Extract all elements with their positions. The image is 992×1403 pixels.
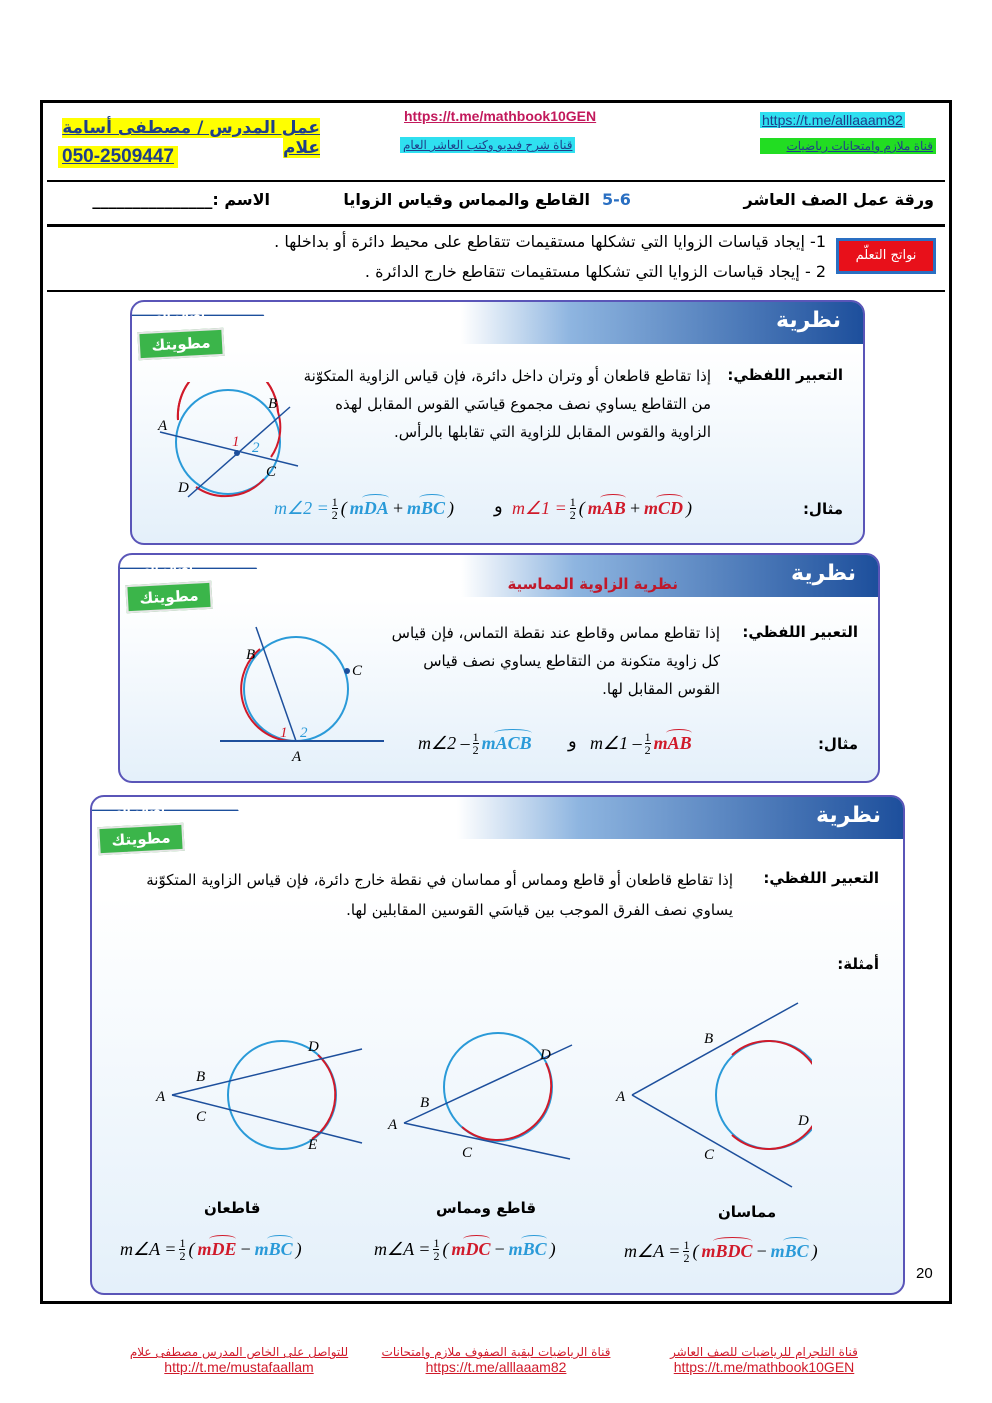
footer-link[interactable]: http://t.me/mustafaallam — [164, 1359, 314, 1375]
learning-outcomes-label: نواتج التعلّم — [836, 238, 936, 274]
secant-tangent-diagram — [386, 1027, 586, 1167]
point-label: A — [388, 1117, 398, 1133]
formula-two-tangents: m∠A = $\frac{1}{2}$ ( mBDC − mBC ) — [624, 1238, 818, 1265]
foldable-badge: مطويتك — [137, 328, 224, 360]
point-label: C — [352, 663, 363, 679]
formula-angle-2: m∠2 – 1 2 mACB — [418, 730, 532, 757]
angle-label: 1 — [232, 434, 240, 450]
formula-angle-1: m∠1 = $\frac{1}{2}$ ( mAB + mCD ) — [512, 495, 692, 522]
verbal-label: التعبير اللفظي: — [742, 623, 858, 641]
worksheet-title: ورقة عمل الصف العاشر — [743, 190, 934, 209]
point-label: D — [798, 1113, 809, 1129]
name-field[interactable]: الاسم :_______________ — [92, 190, 270, 209]
point-label: C — [196, 1109, 207, 1125]
divider — [47, 180, 945, 182]
divider — [47, 224, 945, 227]
teacher-name: عمل المدرس / مصطفى أسامة علام — [62, 118, 320, 158]
point-label: A — [158, 418, 168, 434]
objective-1: 1- إيجاد قياسات الزوايا التي تشكلها مستقيمات تتقاطع على محيط دائرة أو بداخلها . — [274, 232, 826, 251]
formula-angle-1: m∠1 – 1 2 mAB — [590, 730, 692, 757]
verbal-label: التعبير اللفظي: — [727, 366, 843, 384]
theorem-subtitle: نظرية الزاوية المماسية — [507, 575, 678, 593]
theorem-box-1 — [130, 300, 865, 545]
link-alllaaam[interactable]: https://t.me/alllaaam82 — [762, 112, 903, 128]
theorem-title: نظرية — [816, 803, 881, 828]
footer-desc: قناة الرياضيات لبقية الصفوف ملازم وامتحانات — [381, 1345, 611, 1359]
point-label: D — [178, 480, 189, 496]
case-name: مماسان — [718, 1203, 777, 1221]
point-label: A — [292, 749, 302, 765]
lesson-title: القاطع والمماس وقياس الزوايا — [343, 190, 590, 209]
add-to-label: أضف إلى — [138, 561, 193, 575]
link-alllaaam-desc[interactable]: قناة ملازم وامتحانات رياضيات — [760, 138, 936, 154]
verbal-label: التعبير اللفظي: — [763, 869, 879, 887]
connector-and: و — [568, 731, 577, 751]
case-name: قاطعان — [204, 1199, 261, 1217]
two-secants-diagram — [152, 1027, 372, 1167]
verbal-text: إذا تقاطع قاطعان أو قاطع ومماس أو مماسان في نقطة خارج دائرة، فإن قياس الزاوية المتكوّنة يساوي نصف الفرق الموجب بين قياسَي القوسين المقابلين لها. — [146, 871, 733, 919]
formula-angle-2: m∠2 = $\frac{1}{2}$ ( mDA + mBC ) — [274, 495, 454, 522]
two-tangents-diagram — [612, 997, 812, 1197]
footer-channel-10[interactable] — [655, 1345, 873, 1375]
teacher-phone: 050-2509447 — [58, 146, 178, 168]
foldable-badge: مطويتك — [125, 581, 212, 613]
connector-and: و — [494, 496, 503, 516]
point-label: B — [246, 647, 256, 663]
theorem-box-2 — [118, 553, 880, 783]
footer-link[interactable]: https://t.me/alllaaam82 — [425, 1359, 567, 1375]
point-label: B — [704, 1031, 714, 1047]
angle-label: 1 — [280, 725, 288, 741]
theorem-title: نظرية — [776, 308, 841, 333]
point-label: D — [308, 1039, 319, 1055]
add-to-label: أضف إلى — [110, 803, 165, 817]
add-to-label: أضف إلى — [150, 308, 205, 322]
angle-label: 2 — [252, 440, 260, 456]
footer-channel-all[interactable] — [370, 1345, 622, 1375]
lesson-number: 5-6 — [602, 190, 631, 209]
angle-label: 2 — [300, 725, 308, 741]
link-mathbook-desc[interactable]: قناة شرح فيديو وكتب العاشر العام — [400, 137, 575, 153]
point-label: A — [616, 1089, 626, 1105]
intersecting-chords-diagram — [150, 382, 310, 502]
footer-desc: قناة التلجرام للرياضيات للصف العاشر — [670, 1345, 858, 1359]
theorem-title: نظرية — [791, 561, 856, 586]
point-label: C — [266, 464, 277, 480]
case-name: قاطع ومماس — [436, 1199, 537, 1217]
theorem-box-3 — [90, 795, 905, 1295]
point-label: C — [462, 1145, 473, 1161]
verbal-text: إذا تقاطع مماس وقاطع عند نقطة التماس، فإن قياس كل زاوية متكونة من التقاطع يساوي نصف قياس القوس المقابل لها. — [391, 624, 720, 698]
formula-secant-tangent: m∠A = $\frac{1}{2}$ ( mDC − mBC ) — [374, 1236, 556, 1263]
verbal-text: إذا تقاطع قاطعان أو وتران داخل دائرة، فإن قياس الزاوية المتكوّنة من التقاطع يساوي نصف مجموع قياسَي القوس المقابل لهذه الزاوية والقوس المقابل للزاوية التي تقابلها بالرأس. — [303, 367, 711, 441]
tangent-secant-diagram — [216, 621, 396, 771]
point-label: E — [308, 1137, 318, 1153]
point-label: B — [420, 1095, 430, 1111]
example-label: مثال: — [817, 735, 858, 753]
point-label: A — [156, 1089, 166, 1105]
footer-desc: للتواصل على الخاص المدرس مصطفى علام — [129, 1345, 349, 1359]
formula-two-secants: m∠A = $\frac{1}{2}$ ( mDE − mBC ) — [120, 1236, 302, 1263]
point-label: C — [704, 1147, 715, 1163]
footer-contact[interactable] — [118, 1345, 360, 1375]
link-mathbook[interactable]: https://t.me/mathbook10GEN — [404, 108, 597, 124]
point-label: B — [268, 396, 278, 412]
divider — [47, 290, 945, 292]
point-label: B — [196, 1069, 206, 1085]
example-label: مثال: — [802, 500, 843, 518]
point-label: D — [540, 1047, 551, 1063]
examples-label: أمثلة: — [837, 955, 879, 973]
page-number: 20 — [916, 1265, 933, 1282]
foldable-badge: مطويتك — [97, 823, 184, 855]
objective-2: 2 - إيجاد قياسات الزوايا التي تشكلها مستقيمات تتقاطع خارج الدائرة . — [364, 262, 826, 281]
footer-link[interactable]: https://t.me/mathbook10GEN — [673, 1359, 855, 1375]
